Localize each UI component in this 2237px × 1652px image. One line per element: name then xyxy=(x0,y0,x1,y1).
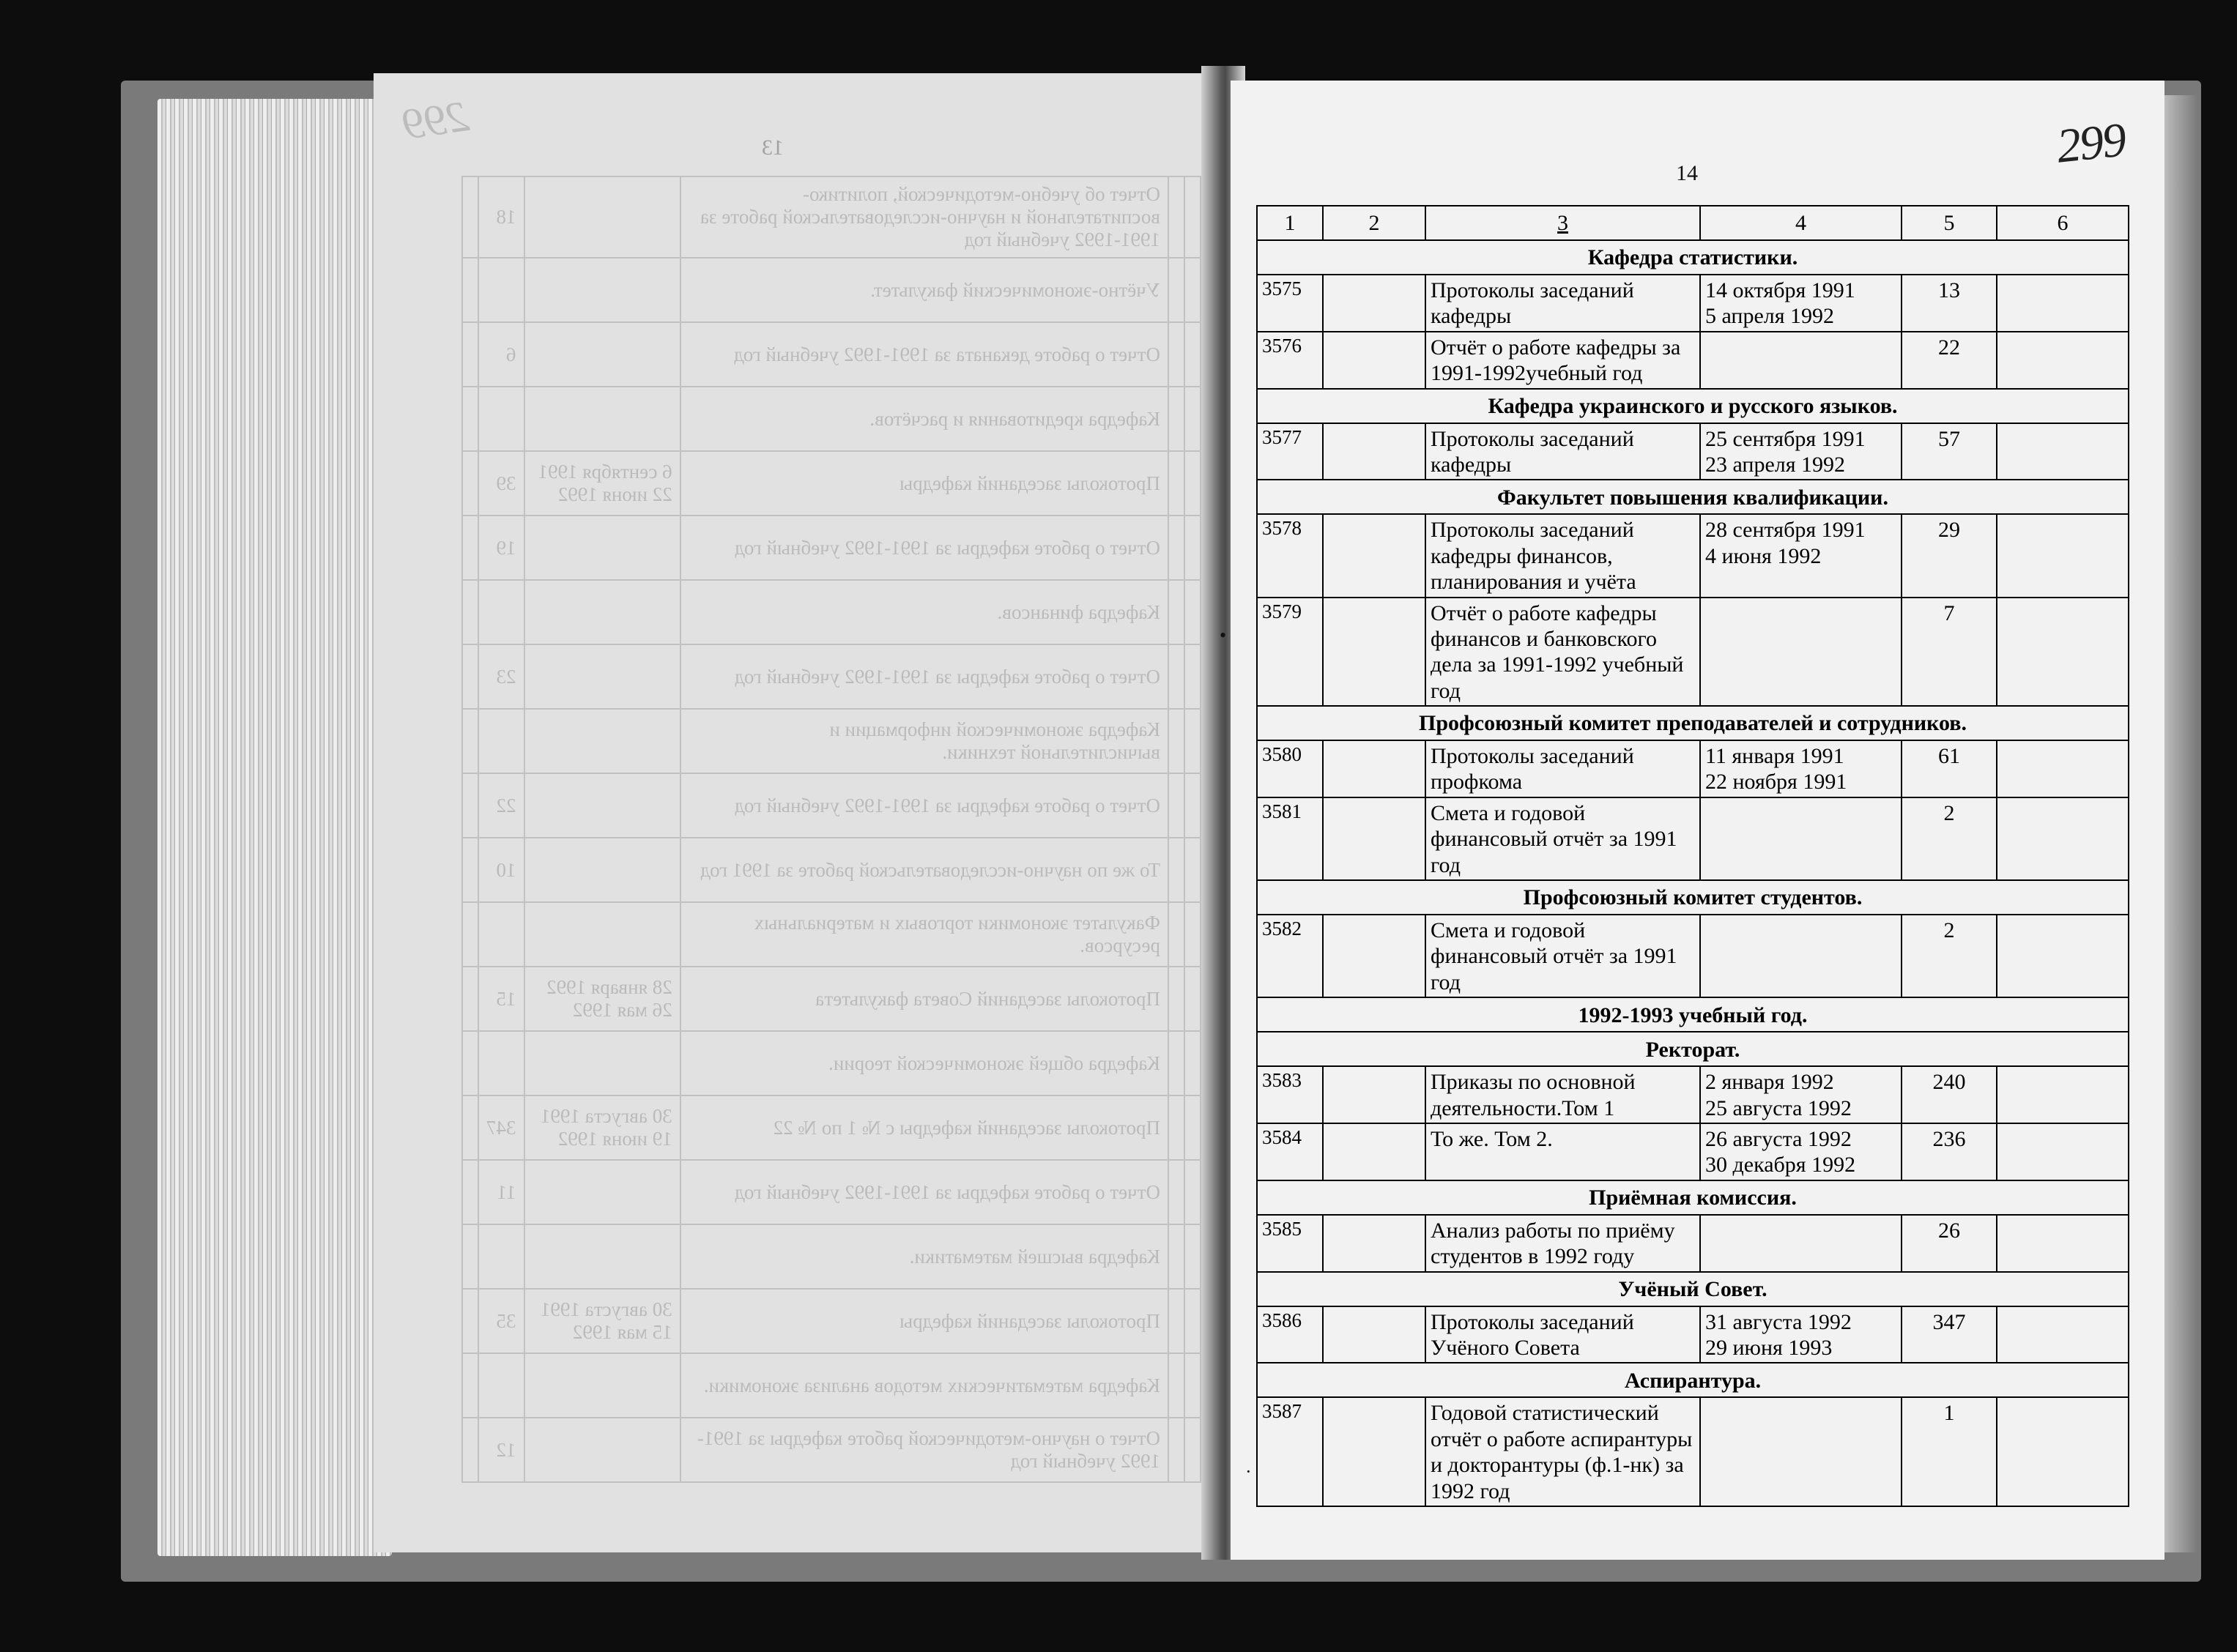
ghost-cell xyxy=(1184,1418,1201,1482)
sheet-count: 26 xyxy=(1902,1215,1997,1272)
ghost-cell xyxy=(462,644,478,709)
item-number: 3585 xyxy=(1257,1215,1323,1272)
ghost-cell xyxy=(524,838,680,902)
sheet-count: 240 xyxy=(1902,1066,1997,1123)
item-dates xyxy=(1700,1397,1902,1506)
section-title: Профсоюзный комитет студентов. xyxy=(1257,880,2129,915)
col2-cell xyxy=(1323,1215,1425,1272)
ghost-row xyxy=(462,1160,1201,1224)
table-row xyxy=(1257,740,2129,797)
item-dates xyxy=(1700,1306,1902,1363)
date-line: 29 июня 1993 xyxy=(1705,1335,1833,1360)
sheet-count: 2 xyxy=(1902,797,1997,880)
ghost-cell xyxy=(478,902,524,967)
ghost-cell xyxy=(524,1031,680,1095)
table-row xyxy=(1257,275,2129,332)
ghost-row xyxy=(462,1289,1201,1353)
ghost-cell xyxy=(462,902,478,967)
item-number: 3580 xyxy=(1257,740,1323,797)
spine-dot: • xyxy=(1220,625,1227,646)
ghost-cell xyxy=(1168,580,1184,644)
ghost-cell xyxy=(478,709,524,773)
ghost-cell: Учётно-экономический факультет. xyxy=(680,258,1168,322)
date-line: 31 августа 1992 xyxy=(1705,1309,1852,1334)
ghost-cell xyxy=(1168,1353,1184,1418)
header-col-6: 6 xyxy=(1997,206,2129,240)
ghost-row xyxy=(462,176,1201,258)
section-title: Приёмная комиссия. xyxy=(1257,1180,2129,1215)
ghost-cell xyxy=(524,387,680,451)
item-number: 3583 xyxy=(1257,1066,1323,1123)
left-page-number: 13 xyxy=(762,135,784,160)
section-title: Кафедра украинского и русского языков. xyxy=(1257,389,2129,423)
ghost-cell xyxy=(1184,709,1201,773)
date-line: 5 апреля 1992 xyxy=(1705,304,1835,329)
ghost-cell xyxy=(524,902,680,967)
sheet-count: 57 xyxy=(1902,423,1997,480)
ghost-cell xyxy=(1184,176,1201,258)
ghost-cell: 39 xyxy=(478,451,524,516)
header-col-5: 5 xyxy=(1902,206,1997,240)
item-number: 3584 xyxy=(1257,1123,1323,1180)
ghost-row xyxy=(462,1095,1201,1160)
ghost-cell xyxy=(1184,773,1201,838)
ghost-cell: Протоколы заседаний кафедры xyxy=(680,451,1168,516)
item-dates xyxy=(1700,598,1902,707)
date-line: 14 октября 1991 xyxy=(1705,278,1855,302)
note-cell xyxy=(1997,423,2129,480)
ghost-cell xyxy=(1184,838,1201,902)
item-number: 3576 xyxy=(1257,332,1323,389)
item-title: Протоколы заседаний кафедры xyxy=(1425,423,1700,480)
ghost-cell xyxy=(1168,644,1184,709)
ghost-cell xyxy=(1184,1095,1201,1160)
ghost-cell xyxy=(524,580,680,644)
ghost-cell xyxy=(462,322,478,387)
ghost-cell: 347 xyxy=(478,1095,524,1160)
ghost-cell xyxy=(1168,838,1184,902)
ghost-cell xyxy=(478,1353,524,1418)
sheet-count: 29 xyxy=(1902,514,1997,597)
table-row xyxy=(1257,423,2129,480)
ghost-cell xyxy=(478,1224,524,1289)
section-title: Профсоюзный комитет преподавателей и сотрудников. xyxy=(1257,706,2129,740)
ghost-row xyxy=(462,1031,1201,1095)
ghost-cell xyxy=(1184,387,1201,451)
ghost-cell: 22 xyxy=(478,773,524,838)
item-dates xyxy=(1700,332,1902,389)
ghost-cell: Отчет о работе кафедры за 1991-1992 учебный год xyxy=(680,516,1168,580)
ghost-cell: 6 xyxy=(478,322,524,387)
col2-cell xyxy=(1323,1397,1425,1506)
section-row xyxy=(1257,706,2129,740)
note-cell xyxy=(1997,1306,2129,1363)
sheet-count: 13 xyxy=(1902,275,1997,332)
ghost-cell xyxy=(462,1031,478,1095)
ghost-cell xyxy=(1168,967,1184,1031)
header-row xyxy=(1257,206,2129,240)
item-dates xyxy=(1700,797,1902,880)
table-row xyxy=(1257,1306,2129,1363)
col2-cell xyxy=(1323,740,1425,797)
ghost-cell xyxy=(1184,516,1201,580)
ghost-cell xyxy=(462,1289,478,1353)
item-number: 3581 xyxy=(1257,797,1323,880)
ghost-cell: Кафедра высшей математики. xyxy=(680,1224,1168,1289)
note-cell xyxy=(1997,1066,2129,1123)
ghost-row xyxy=(462,580,1201,644)
table-row xyxy=(1257,598,2129,707)
ghost-cell: Протоколы заседаний кафедры с № 1 по № 22 xyxy=(680,1095,1168,1160)
ghost-cell xyxy=(1184,322,1201,387)
table-row xyxy=(1257,1123,2129,1180)
ghost-cell xyxy=(1168,1095,1184,1160)
col2-cell xyxy=(1323,797,1425,880)
item-dates xyxy=(1700,1066,1902,1123)
date-line: 22 ноября 1991 xyxy=(1705,770,1847,795)
item-dates xyxy=(1700,1215,1902,1272)
ghost-cell: Факультет экономики торговых и материальных ресурсов. xyxy=(680,902,1168,967)
ghost-cell: Кафедра финансов. xyxy=(680,580,1168,644)
ghost-row xyxy=(462,1353,1201,1418)
item-title: Смета и годовой финансовый отчёт за 1991 год xyxy=(1425,915,1700,997)
section-row xyxy=(1257,480,2129,514)
ghost-cell xyxy=(1168,902,1184,967)
ghost-cell xyxy=(462,1095,478,1160)
note-cell xyxy=(1997,740,2129,797)
ghost-cell: 10 xyxy=(478,838,524,902)
table-row xyxy=(1257,1066,2129,1123)
header-col-2: 2 xyxy=(1323,206,1425,240)
section-title: 1992-1993 учебный год. xyxy=(1257,997,2129,1032)
date-line: 23 апреля 1992 xyxy=(1705,452,1846,477)
table-row xyxy=(1257,1215,2129,1272)
col2-cell xyxy=(1323,1306,1425,1363)
right-page xyxy=(1220,81,2164,1560)
item-number: 3579 xyxy=(1257,598,1323,707)
ghost-cell xyxy=(1184,902,1201,967)
item-number: 3577 xyxy=(1257,423,1323,480)
ghost-cell xyxy=(462,1160,478,1224)
ghost-row xyxy=(462,773,1201,838)
ghost-cell xyxy=(524,709,680,773)
ghost-cell: То же по научно-исследовательской работе за 1991 год xyxy=(680,838,1168,902)
ghost-cell xyxy=(524,773,680,838)
sheet-count: 347 xyxy=(1902,1306,1997,1363)
ghost-cell: Кафедра экономической информации и вычислительной техники. xyxy=(680,709,1168,773)
ghost-cell xyxy=(1168,1031,1184,1095)
item-dates xyxy=(1700,423,1902,480)
ghost-cell xyxy=(462,580,478,644)
ghost-cell: Кафедра кредитования и расчётов. xyxy=(680,387,1168,451)
col2-cell xyxy=(1323,332,1425,389)
section-title: Аспирантура. xyxy=(1257,1363,2129,1397)
ghost-cell: 30 августа 1991 19 июня 1992 xyxy=(524,1095,680,1160)
ghost-cell xyxy=(524,176,680,258)
ghost-cell xyxy=(462,967,478,1031)
ghost-cell xyxy=(1184,644,1201,709)
ghost-cell: 30 августа 1991 15 мая 1992 xyxy=(524,1289,680,1353)
ghost-cell: Отчет о работе кафедры за 1991-1992 учебный год xyxy=(680,1160,1168,1224)
ghost-cell xyxy=(1184,1031,1201,1095)
date-line: 25 сентября 1991 xyxy=(1705,426,1866,451)
note-cell xyxy=(1997,332,2129,389)
section-row xyxy=(1257,1032,2129,1066)
ink-speck: · xyxy=(1245,1461,1252,1482)
section-title: Учёный Совет. xyxy=(1257,1272,2129,1306)
note-cell xyxy=(1997,915,2129,997)
ghost-cell xyxy=(478,387,524,451)
note-cell xyxy=(1997,797,2129,880)
col2-cell xyxy=(1323,275,1425,332)
note-cell xyxy=(1997,598,2129,707)
ghost-cell xyxy=(478,1031,524,1095)
ghost-cell xyxy=(524,1353,680,1418)
item-number: 3582 xyxy=(1257,915,1323,997)
header-col-1: 1 xyxy=(1257,206,1323,240)
table-row xyxy=(1257,797,2129,880)
date-line: 4 июня 1992 xyxy=(1705,543,1822,568)
ghost-cell: Отчет о работе кафедры за 1991-1992 учебный год xyxy=(680,773,1168,838)
inventory-table xyxy=(1256,205,2129,1507)
ghost-cell xyxy=(462,1224,478,1289)
item-title: Годовой статистический отчёт о работе аспирантуры и докторантуры (ф.1-нк) за 1992 год xyxy=(1425,1397,1700,1506)
section-row xyxy=(1257,880,2129,915)
ghost-cell xyxy=(1168,1160,1184,1224)
ghost-cell xyxy=(1168,387,1184,451)
note-cell xyxy=(1997,514,2129,597)
item-title: Протоколы заседаний кафедры xyxy=(1425,275,1700,332)
item-dates xyxy=(1700,915,1902,997)
ghost-cell: Кафедра математических методов анализа экономики. xyxy=(680,1353,1168,1418)
section-row xyxy=(1257,997,2129,1032)
item-title: Смета и годовой финансовый отчёт за 1991 год xyxy=(1425,797,1700,880)
col2-cell xyxy=(1323,598,1425,707)
ghost-cell: Отчет об учебно-методической, политико-воспитательной и научно-исследовательской работе за 1991-1992 учебный год xyxy=(680,176,1168,258)
section-title: Факультет повышения квалификации. xyxy=(1257,480,2129,514)
ghost-cell: 28 января 1992 26 мая 1992 xyxy=(524,967,680,1031)
section-row xyxy=(1257,1180,2129,1215)
ghost-cell xyxy=(1168,1289,1184,1353)
sheet-count: 61 xyxy=(1902,740,1997,797)
note-cell xyxy=(1997,1397,2129,1506)
ghost-cell xyxy=(1168,451,1184,516)
ghost-cell: 23 xyxy=(478,644,524,709)
ghost-cell: Протоколы заседаний Совета факультета xyxy=(680,967,1168,1031)
item-title: Протоколы заседаний кафедры финансов, планирования и учёта xyxy=(1425,514,1700,597)
note-cell xyxy=(1997,1123,2129,1180)
ghost-cell xyxy=(462,451,478,516)
ghost-row xyxy=(462,902,1201,967)
ghost-cell xyxy=(1168,1224,1184,1289)
table-row xyxy=(1257,1397,2129,1506)
ghost-cell xyxy=(462,838,478,902)
ghost-row xyxy=(462,709,1201,773)
item-title: Отчёт о работе кафедры за 1991-1992учебный год xyxy=(1425,332,1700,389)
col2-cell xyxy=(1323,514,1425,597)
ghost-cell xyxy=(524,1160,680,1224)
sheet-count: 2 xyxy=(1902,915,1997,997)
date-line: 25 августа 1992 xyxy=(1705,1095,1852,1120)
ghost-cell xyxy=(478,580,524,644)
ghost-cell xyxy=(1184,1353,1201,1418)
ghost-cell: 12 xyxy=(478,1418,524,1482)
item-number: 3587 xyxy=(1257,1397,1323,1506)
ghost-cell xyxy=(1184,451,1201,516)
section-row xyxy=(1257,1363,2129,1397)
header-col-3: 3 xyxy=(1425,206,1700,240)
item-number: 3586 xyxy=(1257,1306,1323,1363)
archive-sheet-number: 299 xyxy=(2054,113,2128,174)
item-title: Протоколы заседаний Учёного Совета xyxy=(1425,1306,1700,1363)
ghost-cell xyxy=(524,644,680,709)
ghost-cell: 15 xyxy=(478,967,524,1031)
section-row xyxy=(1257,1272,2129,1306)
ghost-row xyxy=(462,1224,1201,1289)
ghost-cell: Протоколы заседаний кафедры xyxy=(680,1289,1168,1353)
ghost-cell: Отчет о научно-методической работе кафедры за 1991-1992 учебный год xyxy=(680,1418,1168,1482)
page-edges xyxy=(157,99,392,1556)
note-cell xyxy=(1997,1215,2129,1272)
table-row xyxy=(1257,332,2129,389)
ghost-row xyxy=(462,967,1201,1031)
item-dates xyxy=(1700,275,1902,332)
ghost-cell: 11 xyxy=(478,1160,524,1224)
note-cell xyxy=(1997,275,2129,332)
ghost-row xyxy=(462,516,1201,580)
date-line: 28 сентября 1991 xyxy=(1705,518,1866,543)
ghost-cell xyxy=(462,176,478,258)
ghost-cell xyxy=(524,1418,680,1482)
ghost-cell xyxy=(462,258,478,322)
ghost-cell xyxy=(462,1418,478,1482)
ghost-row xyxy=(462,1418,1201,1482)
item-number: 3578 xyxy=(1257,514,1323,597)
cover-edge xyxy=(2164,95,2197,1552)
ghost-cell xyxy=(1184,1224,1201,1289)
item-dates xyxy=(1700,1123,1902,1180)
date-line: 30 декабря 1992 xyxy=(1705,1153,1856,1177)
item-title: Протоколы заседаний профкома xyxy=(1425,740,1700,797)
ghost-cell xyxy=(462,773,478,838)
ghost-cell: 35 xyxy=(478,1289,524,1353)
left-page xyxy=(374,73,1216,1552)
ghost-cell xyxy=(478,258,524,322)
ghost-row xyxy=(462,451,1201,516)
date-line: 11 января 1991 xyxy=(1705,744,1844,769)
col2-cell xyxy=(1323,915,1425,997)
ghost-cell: 6 сентября 1991 22 июня 1992 xyxy=(524,451,680,516)
ghost-row xyxy=(462,838,1201,902)
item-dates xyxy=(1700,740,1902,797)
col2-cell xyxy=(1323,1066,1425,1123)
ghost-cell: 18 xyxy=(478,176,524,258)
ghost-cell xyxy=(1168,176,1184,258)
ghost-cell xyxy=(524,258,680,322)
ghost-cell xyxy=(1168,322,1184,387)
ghost-cell xyxy=(1184,1289,1201,1353)
ghost-row xyxy=(462,258,1201,322)
ghost-cell xyxy=(524,1224,680,1289)
ghost-cell: 19 xyxy=(478,516,524,580)
sheet-count: 22 xyxy=(1902,332,1997,389)
item-dates xyxy=(1700,514,1902,597)
page-number: 14 xyxy=(1676,161,1698,185)
table-row xyxy=(1257,514,2129,597)
date-line: 2 января 1992 xyxy=(1705,1070,1834,1095)
ghost-cell xyxy=(1168,1418,1184,1482)
ghost-cell xyxy=(524,322,680,387)
ghost-row xyxy=(462,644,1201,709)
ghost-cell xyxy=(524,516,680,580)
ghost-cell xyxy=(462,709,478,773)
ghost-cell xyxy=(1168,709,1184,773)
item-title: То же. Том 2. xyxy=(1425,1123,1700,1180)
ghost-cell: Кафедра общей экономической теории. xyxy=(680,1031,1168,1095)
ghost-cell xyxy=(1184,258,1201,322)
section-title: Ректорат. xyxy=(1257,1032,2129,1066)
ghost-cell xyxy=(1184,580,1201,644)
col2-cell xyxy=(1323,1123,1425,1180)
item-title: Отчёт о работе кафедры финансов и банковского дела за 1991-1992 учебный год xyxy=(1425,598,1700,707)
date-line: 26 августа 1992 xyxy=(1705,1126,1852,1151)
table-row xyxy=(1257,915,2129,997)
header-col-4: 4 xyxy=(1700,206,1902,240)
ghost-cell xyxy=(462,516,478,580)
ghost-row xyxy=(462,322,1201,387)
item-number: 3575 xyxy=(1257,275,1323,332)
ghost-cell xyxy=(1168,773,1184,838)
section-title: Кафедра статистики. xyxy=(1257,240,2129,275)
ghost-cell xyxy=(1184,1160,1201,1224)
sheet-count: 7 xyxy=(1902,598,1997,707)
section-row xyxy=(1257,389,2129,423)
section-row xyxy=(1257,240,2129,275)
item-title: Приказы по основной деятельности.Том 1 xyxy=(1425,1066,1700,1123)
ghost-cell xyxy=(1168,258,1184,322)
sheet-count: 1 xyxy=(1902,1397,1997,1506)
sheet-count: 236 xyxy=(1902,1123,1997,1180)
left-page-scrawl: 299 xyxy=(399,92,472,149)
ghost-row xyxy=(462,387,1201,451)
bleed-through-table xyxy=(461,176,1201,1530)
ghost-cell xyxy=(462,387,478,451)
item-title: Анализ работы по приёму студентов в 1992 году xyxy=(1425,1215,1700,1272)
ghost-cell xyxy=(1184,967,1201,1031)
ghost-cell xyxy=(462,1353,478,1418)
ghost-cell xyxy=(1168,516,1184,580)
ghost-cell: Отчет о работе кафедры за 1991-1992 учебный год xyxy=(680,644,1168,709)
ghost-cell: Отчет о работе деканата за 1991-1992 учебный год xyxy=(680,322,1168,387)
col2-cell xyxy=(1323,423,1425,480)
